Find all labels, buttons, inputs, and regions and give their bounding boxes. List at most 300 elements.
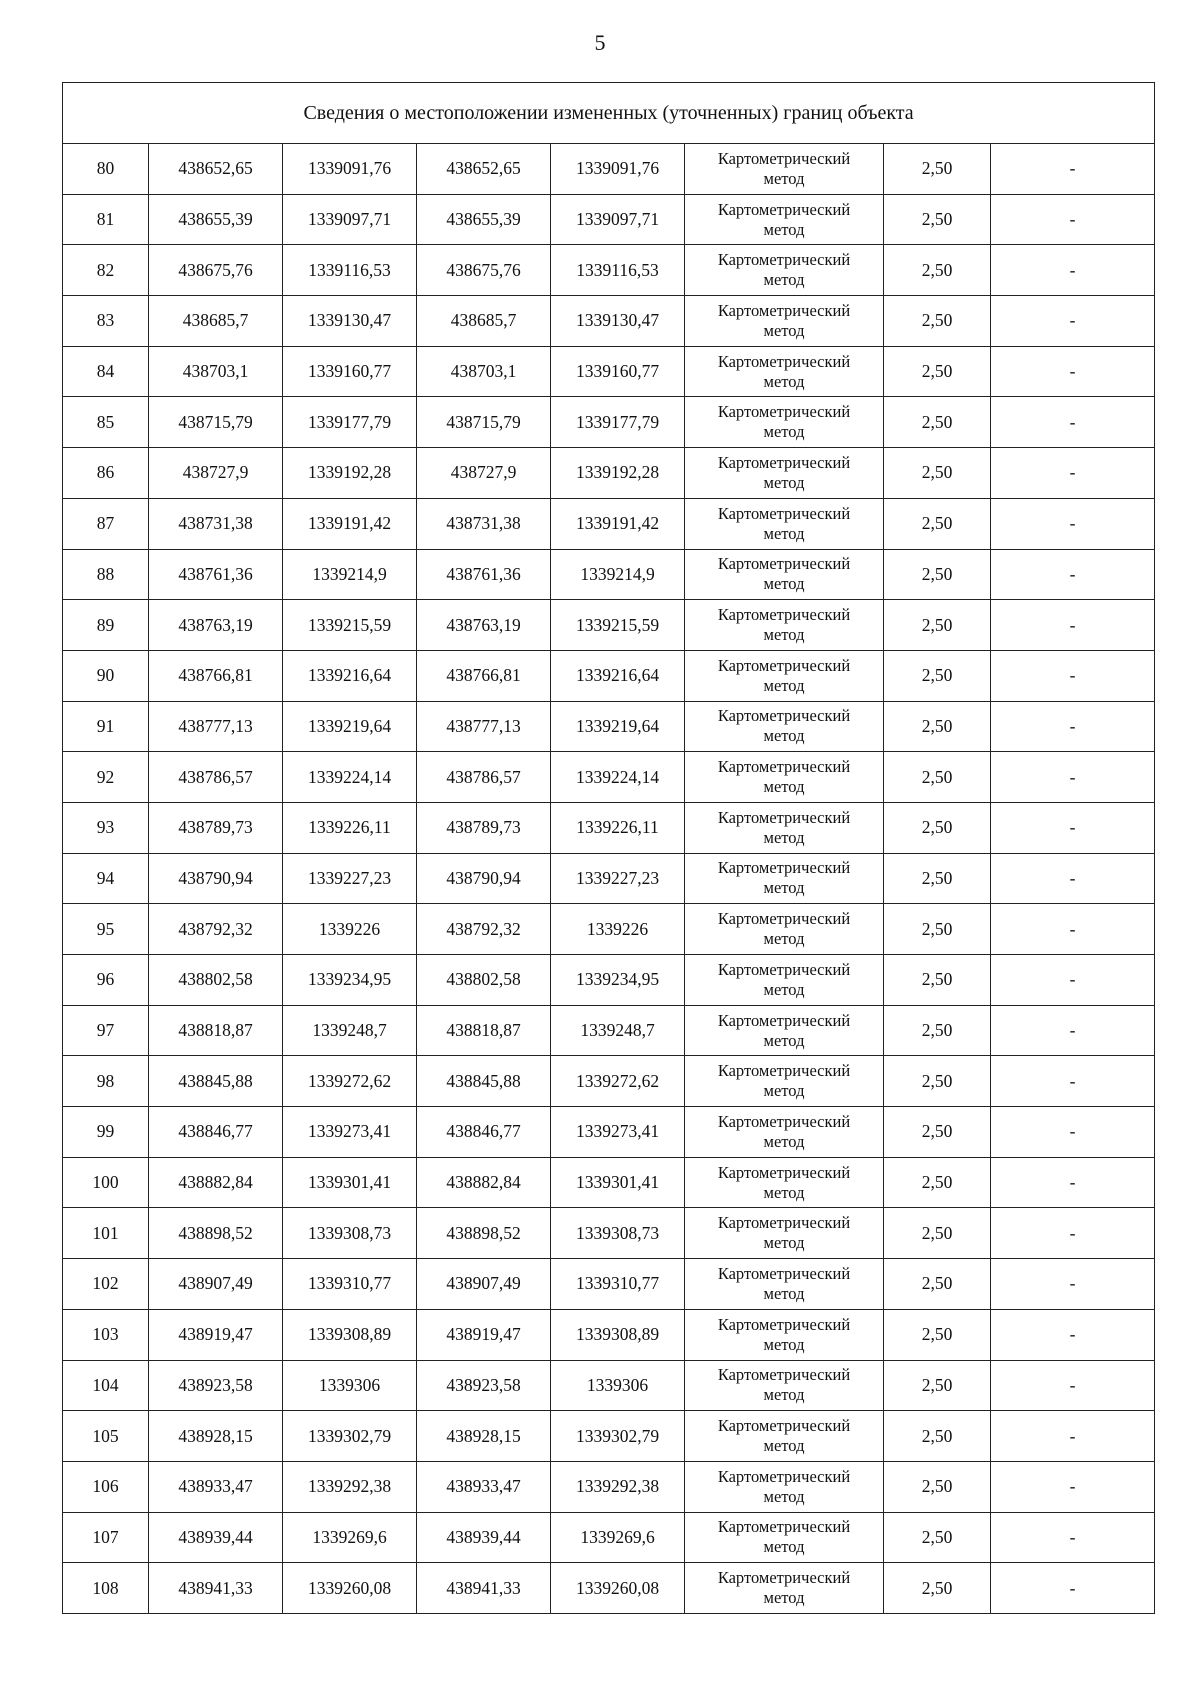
x-existing-cell: 438786,57	[149, 752, 283, 803]
point-number-cell: 94	[63, 853, 149, 904]
y-existing-cell: 1339273,41	[283, 1107, 417, 1158]
method-line-1: Картометрический	[717, 959, 851, 979]
point-number-cell: 87	[63, 498, 149, 549]
table-row	[63, 1360, 1155, 1411]
method-cell	[685, 346, 884, 397]
accuracy-cell: 2,50	[884, 1056, 991, 1107]
accuracy-cell: 2,50	[884, 1259, 991, 1310]
y-existing-cell: 1339219,64	[283, 701, 417, 752]
method-line-2: метод	[763, 675, 805, 695]
x-refined-cell: 438818,87	[417, 1005, 551, 1056]
method-line-2: метод	[763, 1131, 805, 1151]
point-number-cell: 93	[63, 802, 149, 853]
point-number-cell: 85	[63, 397, 149, 448]
accuracy-cell: 2,50	[884, 853, 991, 904]
table-row	[63, 904, 1155, 955]
method-cell	[685, 448, 884, 499]
method-line-2: метод	[763, 1537, 805, 1557]
method-line-1: Картометрический	[717, 148, 851, 168]
table-row	[63, 549, 1155, 600]
description-cell: -	[991, 346, 1155, 397]
method-cell	[685, 1259, 884, 1310]
point-number-cell: 91	[63, 701, 149, 752]
x-existing-cell: 438731,38	[149, 498, 283, 549]
y-refined-cell: 1339215,59	[551, 600, 685, 651]
method-line-1: Картометрический	[717, 402, 851, 422]
point-number-cell: 99	[63, 1107, 149, 1158]
accuracy-cell: 2,50	[884, 549, 991, 600]
method-line-1: Картометрический	[717, 909, 851, 929]
y-existing-cell: 1339306	[283, 1360, 417, 1411]
table-row	[63, 1259, 1155, 1310]
y-existing-cell: 1339226,11	[283, 802, 417, 853]
y-existing-cell: 1339226	[283, 904, 417, 955]
method-line-1: Картометрический	[717, 1010, 851, 1030]
description-cell: -	[991, 802, 1155, 853]
x-existing-cell: 438802,58	[149, 955, 283, 1006]
method-cell	[685, 1157, 884, 1208]
accuracy-cell: 2,50	[884, 1208, 991, 1259]
method-line-2: метод	[763, 929, 805, 949]
description-cell: -	[991, 904, 1155, 955]
point-number-cell: 98	[63, 1056, 149, 1107]
method-line-1: Картометрический	[717, 503, 851, 523]
method-line-2: метод	[763, 422, 805, 442]
point-number-cell: 108	[63, 1563, 149, 1614]
accuracy-cell: 2,50	[884, 245, 991, 296]
accuracy-cell: 2,50	[884, 1512, 991, 1563]
method-cell	[685, 498, 884, 549]
method-line-1: Картометрический	[717, 1111, 851, 1131]
x-existing-cell: 438727,9	[149, 448, 283, 499]
point-number-cell: 90	[63, 650, 149, 701]
y-existing-cell: 1339224,14	[283, 752, 417, 803]
method-cell	[685, 245, 884, 296]
x-existing-cell: 438789,73	[149, 802, 283, 853]
method-line-2: метод	[763, 1436, 805, 1456]
method-line-2: метод	[763, 726, 805, 746]
method-line-1: Картометрический	[717, 1568, 851, 1588]
y-refined-cell: 1339301,41	[551, 1157, 685, 1208]
table-title-row	[63, 83, 1155, 144]
method-line-1: Картометрический	[717, 706, 851, 726]
point-number-cell: 84	[63, 346, 149, 397]
y-refined-cell: 1339214,9	[551, 549, 685, 600]
method-line-1: Картометрический	[717, 300, 851, 320]
method-line-1: Картометрический	[717, 452, 851, 472]
table-row	[63, 1563, 1155, 1614]
accuracy-cell: 2,50	[884, 1005, 991, 1056]
accuracy-cell: 2,50	[884, 1360, 991, 1411]
x-refined-cell: 438685,7	[417, 296, 551, 347]
table-row	[63, 600, 1155, 651]
point-number-cell: 104	[63, 1360, 149, 1411]
method-line-2: метод	[763, 827, 805, 847]
method-cell	[685, 701, 884, 752]
point-number-cell: 107	[63, 1512, 149, 1563]
point-number-cell: 81	[63, 194, 149, 245]
point-number-cell: 96	[63, 955, 149, 1006]
table-row	[63, 802, 1155, 853]
y-refined-cell: 1339310,77	[551, 1259, 685, 1310]
y-existing-cell: 1339308,73	[283, 1208, 417, 1259]
x-existing-cell: 438845,88	[149, 1056, 283, 1107]
method-line-1: Картометрический	[717, 250, 851, 270]
description-cell: -	[991, 1157, 1155, 1208]
x-refined-cell: 438777,13	[417, 701, 551, 752]
x-refined-cell: 438675,76	[417, 245, 551, 296]
method-line-1: Картометрический	[717, 1416, 851, 1436]
description-cell: -	[991, 1056, 1155, 1107]
x-refined-cell: 438919,47	[417, 1309, 551, 1360]
y-existing-cell: 1339214,9	[283, 549, 417, 600]
accuracy-cell: 2,50	[884, 1563, 991, 1614]
point-number-cell: 88	[63, 549, 149, 600]
method-line-1: Картометрический	[717, 1314, 851, 1334]
table-row	[63, 1107, 1155, 1158]
description-cell: -	[991, 1005, 1155, 1056]
x-refined-cell: 438786,57	[417, 752, 551, 803]
method-cell	[685, 397, 884, 448]
y-refined-cell: 1339269,6	[551, 1512, 685, 1563]
x-refined-cell: 438655,39	[417, 194, 551, 245]
accuracy-cell: 2,50	[884, 701, 991, 752]
method-cell	[685, 802, 884, 853]
y-existing-cell: 1339097,71	[283, 194, 417, 245]
accuracy-cell: 2,50	[884, 600, 991, 651]
table-row	[63, 1411, 1155, 1462]
method-line-2: метод	[763, 625, 805, 645]
table-row	[63, 245, 1155, 296]
accuracy-cell: 2,50	[884, 1461, 991, 1512]
method-cell	[685, 1411, 884, 1462]
y-existing-cell: 1339192,28	[283, 448, 417, 499]
x-existing-cell: 438685,7	[149, 296, 283, 347]
table-row	[63, 1208, 1155, 1259]
point-number-cell: 106	[63, 1461, 149, 1512]
table-row	[63, 701, 1155, 752]
method-line-2: метод	[763, 979, 805, 999]
method-line-2: метод	[763, 1486, 805, 1506]
method-cell	[685, 853, 884, 904]
x-existing-cell: 438941,33	[149, 1563, 283, 1614]
method-cell	[685, 1309, 884, 1360]
description-cell: -	[991, 1360, 1155, 1411]
method-line-2: метод	[763, 168, 805, 188]
x-refined-cell: 438941,33	[417, 1563, 551, 1614]
x-existing-cell: 438792,32	[149, 904, 283, 955]
point-number-cell: 100	[63, 1157, 149, 1208]
method-cell	[685, 600, 884, 651]
y-refined-cell: 1339091,76	[551, 144, 685, 195]
point-number-cell: 95	[63, 904, 149, 955]
x-refined-cell: 438802,58	[417, 955, 551, 1006]
method-line-2: метод	[763, 523, 805, 543]
description-cell: -	[991, 1259, 1155, 1310]
accuracy-cell: 2,50	[884, 1309, 991, 1360]
x-refined-cell: 438792,32	[417, 904, 551, 955]
table-row	[63, 346, 1155, 397]
y-refined-cell: 1339292,38	[551, 1461, 685, 1512]
x-refined-cell: 438846,77	[417, 1107, 551, 1158]
y-refined-cell: 1339160,77	[551, 346, 685, 397]
method-line-2: метод	[763, 1283, 805, 1303]
x-existing-cell: 438898,52	[149, 1208, 283, 1259]
x-existing-cell: 438703,1	[149, 346, 283, 397]
table-title: Сведения о местоположении измененных (уточненных) границ объекта	[63, 83, 1155, 144]
method-cell	[685, 549, 884, 600]
description-cell: -	[991, 1411, 1155, 1462]
x-refined-cell: 438790,94	[417, 853, 551, 904]
method-line-1: Картометрический	[717, 554, 851, 574]
table-row	[63, 1309, 1155, 1360]
description-cell: -	[991, 1461, 1155, 1512]
description-cell: -	[991, 498, 1155, 549]
y-existing-cell: 1339227,23	[283, 853, 417, 904]
y-refined-cell: 1339234,95	[551, 955, 685, 1006]
y-refined-cell: 1339306	[551, 1360, 685, 1411]
method-line-1: Картометрический	[717, 807, 851, 827]
description-cell: -	[991, 194, 1155, 245]
method-line-1: Картометрический	[717, 1517, 851, 1537]
y-existing-cell: 1339272,62	[283, 1056, 417, 1107]
method-line-1: Картометрический	[717, 1061, 851, 1081]
x-refined-cell: 438933,47	[417, 1461, 551, 1512]
x-refined-cell: 438939,44	[417, 1512, 551, 1563]
point-number-cell: 86	[63, 448, 149, 499]
y-existing-cell: 1339310,77	[283, 1259, 417, 1310]
x-existing-cell: 438882,84	[149, 1157, 283, 1208]
x-existing-cell: 438923,58	[149, 1360, 283, 1411]
x-existing-cell: 438907,49	[149, 1259, 283, 1310]
method-cell	[685, 955, 884, 1006]
description-cell: -	[991, 1512, 1155, 1563]
point-number-cell: 83	[63, 296, 149, 347]
y-refined-cell: 1339273,41	[551, 1107, 685, 1158]
y-refined-cell: 1339177,79	[551, 397, 685, 448]
method-cell	[685, 194, 884, 245]
y-existing-cell: 1339116,53	[283, 245, 417, 296]
method-line-1: Картометрический	[717, 199, 851, 219]
page-number: 5	[594, 30, 606, 55]
method-line-1: Картометрический	[717, 858, 851, 878]
table-row	[63, 296, 1155, 347]
method-cell	[685, 1461, 884, 1512]
y-existing-cell: 1339301,41	[283, 1157, 417, 1208]
method-cell	[685, 1107, 884, 1158]
point-number-cell: 105	[63, 1411, 149, 1462]
x-refined-cell: 438898,52	[417, 1208, 551, 1259]
y-refined-cell: 1339192,28	[551, 448, 685, 499]
table-row	[63, 1056, 1155, 1107]
point-number-cell: 92	[63, 752, 149, 803]
x-existing-cell: 438777,13	[149, 701, 283, 752]
method-line-2: метод	[763, 219, 805, 239]
x-refined-cell: 438761,36	[417, 549, 551, 600]
accuracy-cell: 2,50	[884, 144, 991, 195]
x-existing-cell: 438939,44	[149, 1512, 283, 1563]
accuracy-cell: 2,50	[884, 296, 991, 347]
accuracy-cell: 2,50	[884, 752, 991, 803]
x-existing-cell: 438652,65	[149, 144, 283, 195]
method-line-1: Картометрический	[717, 351, 851, 371]
method-line-2: метод	[763, 1182, 805, 1202]
x-existing-cell: 438928,15	[149, 1411, 283, 1462]
y-refined-cell: 1339308,73	[551, 1208, 685, 1259]
method-cell	[685, 904, 884, 955]
accuracy-cell: 2,50	[884, 1107, 991, 1158]
description-cell: -	[991, 448, 1155, 499]
x-existing-cell: 438761,36	[149, 549, 283, 600]
method-cell	[685, 144, 884, 195]
method-cell	[685, 1360, 884, 1411]
method-cell	[685, 650, 884, 701]
description-cell: -	[991, 600, 1155, 651]
accuracy-cell: 2,50	[884, 448, 991, 499]
method-line-2: метод	[763, 472, 805, 492]
method-line-1: Картометрический	[717, 655, 851, 675]
table-row	[63, 397, 1155, 448]
method-line-2: метод	[763, 1334, 805, 1354]
accuracy-cell: 2,50	[884, 346, 991, 397]
x-refined-cell: 438928,15	[417, 1411, 551, 1462]
table-row	[63, 853, 1155, 904]
method-line-1: Картометрический	[717, 1162, 851, 1182]
y-refined-cell: 1339227,23	[551, 853, 685, 904]
table-body	[63, 83, 1155, 1614]
method-line-2: метод	[763, 320, 805, 340]
y-refined-cell: 1339116,53	[551, 245, 685, 296]
accuracy-cell: 2,50	[884, 194, 991, 245]
y-refined-cell: 1339130,47	[551, 296, 685, 347]
description-cell: -	[991, 549, 1155, 600]
method-line-1: Картометрический	[717, 757, 851, 777]
accuracy-cell: 2,50	[884, 904, 991, 955]
method-line-1: Картометрический	[717, 605, 851, 625]
y-existing-cell: 1339269,6	[283, 1512, 417, 1563]
method-line-1: Картометрический	[717, 1365, 851, 1385]
y-refined-cell: 1339260,08	[551, 1563, 685, 1614]
point-number-cell: 101	[63, 1208, 149, 1259]
x-existing-cell: 438846,77	[149, 1107, 283, 1158]
description-cell: -	[991, 1107, 1155, 1158]
y-existing-cell: 1339177,79	[283, 397, 417, 448]
x-existing-cell: 438675,76	[149, 245, 283, 296]
y-existing-cell: 1339160,77	[283, 346, 417, 397]
description-cell: -	[991, 752, 1155, 803]
description-cell: -	[991, 397, 1155, 448]
y-refined-cell: 1339216,64	[551, 650, 685, 701]
y-existing-cell: 1339292,38	[283, 1461, 417, 1512]
table-row	[63, 1005, 1155, 1056]
y-refined-cell: 1339248,7	[551, 1005, 685, 1056]
x-existing-cell: 438715,79	[149, 397, 283, 448]
y-existing-cell: 1339191,42	[283, 498, 417, 549]
x-existing-cell: 438763,19	[149, 600, 283, 651]
x-refined-cell: 438789,73	[417, 802, 551, 853]
y-refined-cell: 1339272,62	[551, 1056, 685, 1107]
point-number-cell: 103	[63, 1309, 149, 1360]
y-refined-cell: 1339226,11	[551, 802, 685, 853]
method-line-2: метод	[763, 1081, 805, 1101]
y-existing-cell: 1339302,79	[283, 1411, 417, 1462]
boundary-coordinates-table	[62, 82, 1155, 1614]
method-cell	[685, 752, 884, 803]
x-existing-cell: 438766,81	[149, 650, 283, 701]
accuracy-cell: 2,50	[884, 498, 991, 549]
y-refined-cell: 1339219,64	[551, 701, 685, 752]
y-existing-cell: 1339248,7	[283, 1005, 417, 1056]
table-row	[63, 1157, 1155, 1208]
table-row	[63, 448, 1155, 499]
method-line-2: метод	[763, 574, 805, 594]
description-cell: -	[991, 144, 1155, 195]
description-cell: -	[991, 296, 1155, 347]
description-cell: -	[991, 1309, 1155, 1360]
x-refined-cell: 438882,84	[417, 1157, 551, 1208]
x-refined-cell: 438727,9	[417, 448, 551, 499]
x-refined-cell: 438763,19	[417, 600, 551, 651]
table-row	[63, 1512, 1155, 1563]
method-cell	[685, 1563, 884, 1614]
method-line-2: метод	[763, 270, 805, 290]
y-refined-cell: 1339308,89	[551, 1309, 685, 1360]
method-line-2: метод	[763, 371, 805, 391]
y-existing-cell: 1339215,59	[283, 600, 417, 651]
accuracy-cell: 2,50	[884, 1157, 991, 1208]
description-cell: -	[991, 245, 1155, 296]
y-existing-cell: 1339216,64	[283, 650, 417, 701]
method-line-1: Картометрический	[717, 1213, 851, 1233]
y-existing-cell: 1339234,95	[283, 955, 417, 1006]
x-refined-cell: 438652,65	[417, 144, 551, 195]
x-refined-cell: 438731,38	[417, 498, 551, 549]
description-cell: -	[991, 853, 1155, 904]
y-refined-cell: 1339226	[551, 904, 685, 955]
table-row	[63, 144, 1155, 195]
description-cell: -	[991, 650, 1155, 701]
description-cell: -	[991, 1563, 1155, 1614]
method-cell	[685, 1208, 884, 1259]
point-number-cell: 97	[63, 1005, 149, 1056]
x-refined-cell: 438907,49	[417, 1259, 551, 1310]
point-number-cell: 102	[63, 1259, 149, 1310]
y-refined-cell: 1339097,71	[551, 194, 685, 245]
accuracy-cell: 2,50	[884, 1411, 991, 1462]
x-existing-cell: 438933,47	[149, 1461, 283, 1512]
y-existing-cell: 1339130,47	[283, 296, 417, 347]
method-line-1: Картометрический	[717, 1466, 851, 1486]
method-cell	[685, 1512, 884, 1563]
point-number-cell: 82	[63, 245, 149, 296]
x-refined-cell: 438715,79	[417, 397, 551, 448]
table-row	[63, 1461, 1155, 1512]
point-number-cell: 80	[63, 144, 149, 195]
table-row	[63, 194, 1155, 245]
table-row	[63, 752, 1155, 803]
method-cell	[685, 1005, 884, 1056]
y-refined-cell: 1339191,42	[551, 498, 685, 549]
x-existing-cell: 438919,47	[149, 1309, 283, 1360]
description-cell: -	[991, 701, 1155, 752]
method-line-2: метод	[763, 1588, 805, 1608]
table-row	[63, 955, 1155, 1006]
x-refined-cell: 438923,58	[417, 1360, 551, 1411]
method-cell	[685, 296, 884, 347]
table-row	[63, 498, 1155, 549]
method-line-2: метод	[763, 1385, 805, 1405]
y-existing-cell: 1339308,89	[283, 1309, 417, 1360]
